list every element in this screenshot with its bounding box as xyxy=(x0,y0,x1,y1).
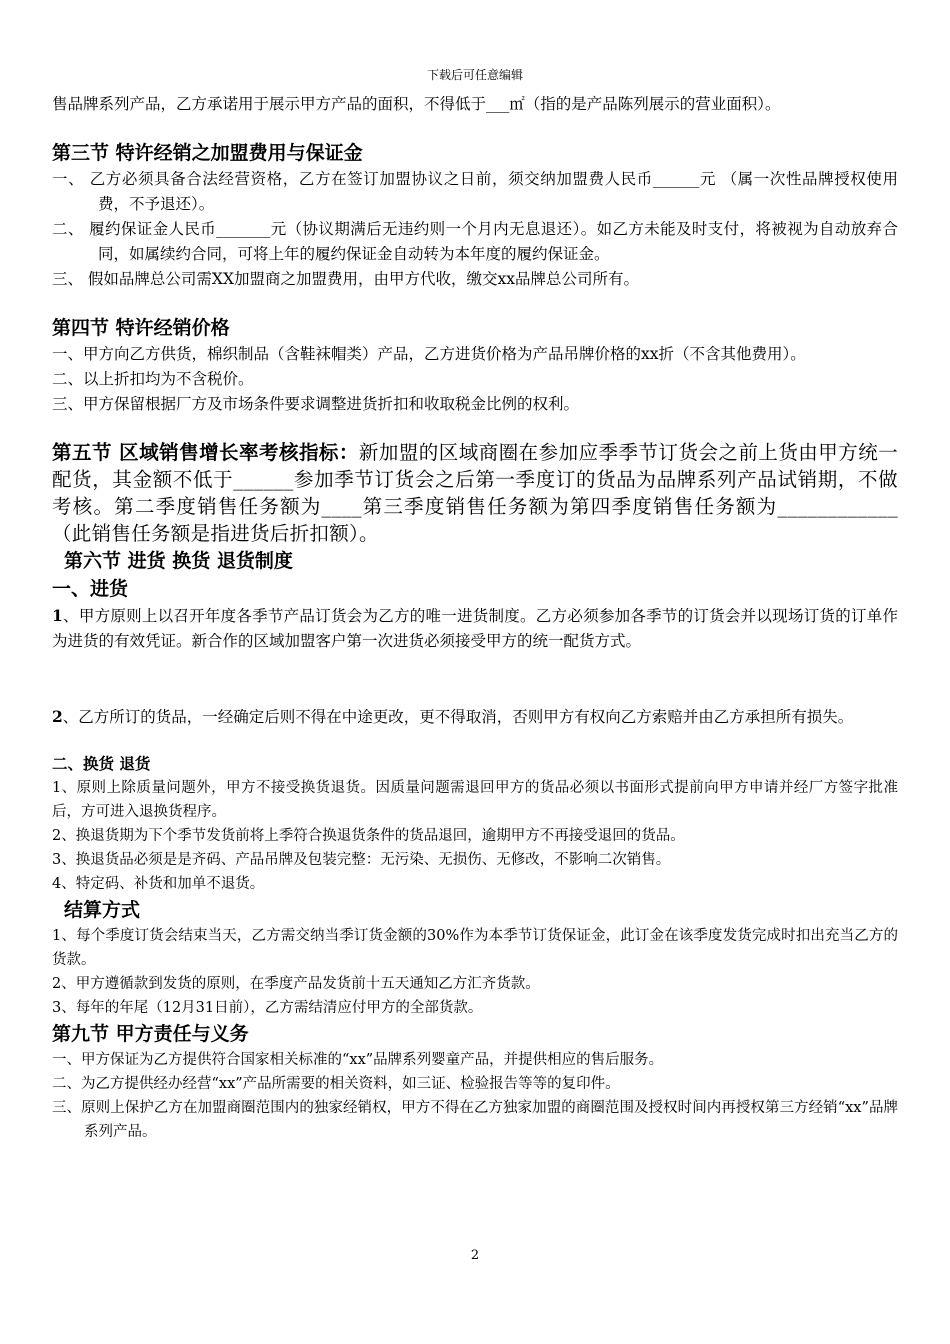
section-5-body: 新加盟的区域商圈在参加应季季节订货会之前上货由甲方统一配货，其金额不低于______参加季节订货会之后第一季度订的货品为品牌系列产品试销期，不做考核。第二季度销售任务额为____第三季度销售任务额为第四季度销售任务额为____________（此销售任务额是指进货后折扣额）。 xyxy=(52,441,898,545)
page-header: 下载后可任意编辑 xyxy=(426,68,523,82)
section-3-item-3: 三、 假如品牌总公司需XX加盟商之加盟费用，由甲方代收，缴交xx品牌总公司所有。 xyxy=(52,270,639,288)
settlement-item-3: 3、每年的年尾（12月31日前），乙方需结清应付甲方的全部货款。 xyxy=(52,1000,483,1016)
section-5-title: 第五节 区域销售增长率考核指标： xyxy=(52,441,359,464)
section-4-item-2: 二、以上折扣均为不含税价。 xyxy=(52,370,254,388)
section-3-item-2: 二、 履约保证金人民币_______元（协议期满后无违约则一个月内无息退还）。如乙方未能及时支付，将被视为自动放弃合同，如属续约合同，可将上年的履约保证金自动转为本年度的履约保证金。 xyxy=(52,220,898,263)
settlement-title: 结算方式 xyxy=(64,899,141,921)
item-text: 、乙方所订的货品，一经确定后则不得在中途更改，更不得取消，否则甲方有权向乙方索赔并由乙方承担所有损失。 xyxy=(62,708,854,726)
section-6-sub-1-title: 一、进货 xyxy=(52,578,129,600)
section-6-purchase-2 xyxy=(52,704,898,730)
section-6-purchase-1 xyxy=(52,603,898,654)
section-3-title: 第三节 特许经销之加盟费用与保证金 xyxy=(52,142,363,164)
section-4-title: 第四节 特许经销价格 xyxy=(52,317,230,339)
section-3-item-1: 一、 乙方必须具备合法经营资格，乙方在签订加盟协议之日前，须交纳加盟费人民币______元 （属一次性品牌授权使用费，不予退还）。 xyxy=(52,170,898,213)
item-text: 、甲方原则上以召开年度各季节产品订货会为乙方的唯一进货制度。乙方必须参加各季节的订货会并以现场订货的订单作为进货的有效凭证。新合作的区域加盟客户第一次进货必须接受甲方的统一配货方式。 xyxy=(52,607,898,650)
page-number: 2 xyxy=(470,1248,480,1263)
settlement-item-2: 2、甲方遵循款到发货的原则，在季度产品发货前十五天通知乙方汇齐货款。 xyxy=(52,976,540,992)
settlement-item-1: 1、每个季度订货会结束当天，乙方需交纳当季订货金额的30%作为本季节订货保证金，此订金在该季度发货完成时扣出充当乙方的货款。 xyxy=(52,928,898,968)
section-9-title: 第九节 甲方责任与义务 xyxy=(52,1023,249,1045)
section-4-item-3: 三、甲方保留根据厂方及市场条件要求调整进货折扣和收取税金比例的权利。 xyxy=(52,395,580,413)
document-page xyxy=(52,0,898,1144)
section-6-title: 第六节 进货 换货 退货制度 xyxy=(64,550,293,572)
exchange-item-4: 4、特定码、补货和加单不退货。 xyxy=(52,876,265,892)
section-9-item-3: 三、原则上保护乙方在加盟商圈范围内的独家经销权，甲方不得在乙方独家加盟的商圈范围及授权时间内再授权第三方经销“xx”品牌系列产品。 xyxy=(52,1100,898,1140)
exchange-item-2: 2、换退货期为下个季节发货前将上季符合换退货条件的货品退回，逾期甲方不再接受退回的货品。 xyxy=(52,828,685,844)
section-5-paragraph xyxy=(52,439,898,547)
item-number: 2 xyxy=(52,707,63,726)
section-9-item-1: 一、甲方保证为乙方提供符合国家相关标准的“xx”品牌系列婴童产品，并提供相应的售后服务。 xyxy=(52,1052,664,1068)
intro-paragraph: 售品牌系列产品，乙方承诺用于展示甲方产品的面积，不得低于___㎡（指的是产品陈列展示的营业面积）。 xyxy=(52,95,781,113)
item-number: 1 xyxy=(52,606,63,625)
section-6-sub-2-title: 二、换货 退货 xyxy=(52,755,151,773)
section-4-item-1: 一、甲方向乙方供货，棉织制品（含鞋袜帽类）产品，乙方进货价格为产品吊牌价格的xx折（不含其他费用）。 xyxy=(52,345,806,363)
exchange-item-3: 3、换退货品必须是是齐码、产品吊牌及包装完整：无污染、无损伤、无修改，不影响二次销售。 xyxy=(52,852,671,868)
exchange-item-1: 1、原则上除质量问题外，甲方不接受换货退货。因质量问题需退回甲方的货品必须以书面形式提前向甲方申请并经厂方签字批准后，方可进入退换货程序。 xyxy=(52,780,898,820)
section-9-item-2: 二、为乙方提供经办经营“xx”产品所需要的相关资料，如三证、检验报告等等的复印件。 xyxy=(52,1076,620,1092)
